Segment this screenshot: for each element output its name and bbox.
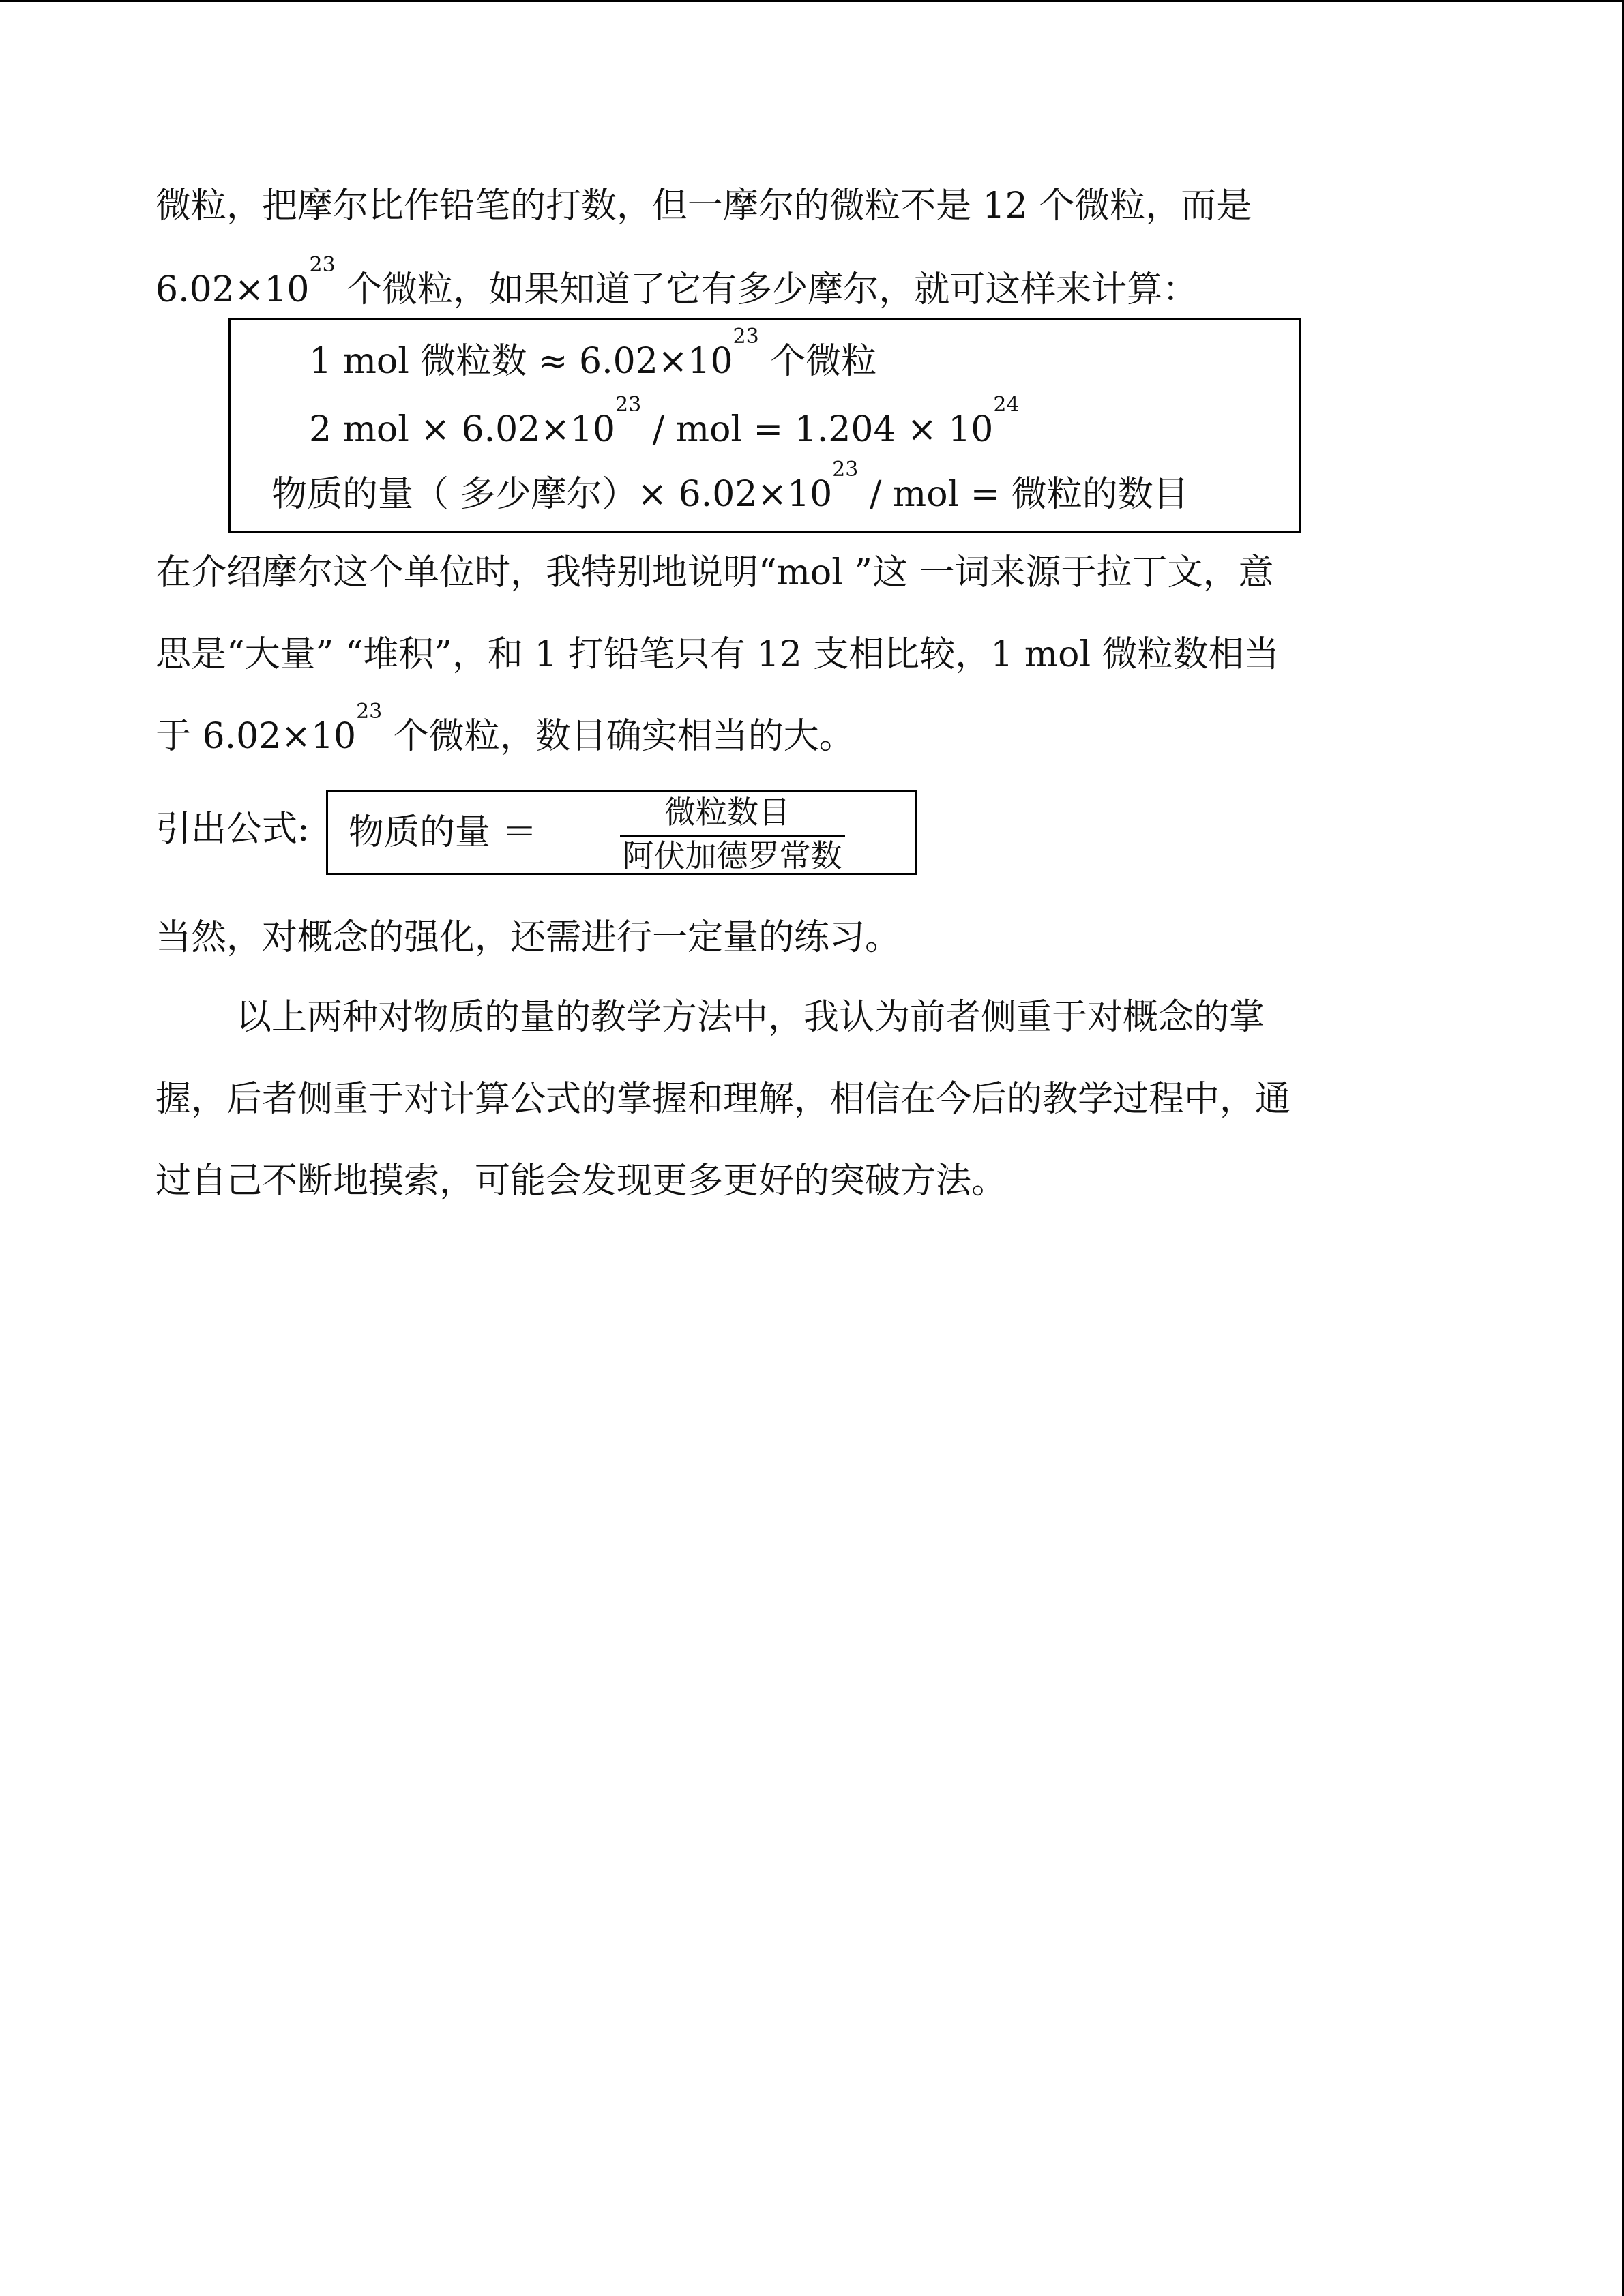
text: / mol = 微粒的数目 [858, 474, 1189, 515]
formula-box [326, 790, 917, 875]
paragraph-2-line-1: 在介绍摩尔这个单位时，我特别地说明“mol ”这 一词来源于拉丁文，意 [156, 552, 1274, 593]
paragraph-2-line-2: 思是“大量” “堆积”，和 1 打铅笔只有 12 支相比较，1 mol 微粒数相当 [156, 634, 1280, 675]
paragraph-3-line-1: 当然，对概念的强化，还需进行一定量的练习。 [156, 917, 901, 958]
calc-row-2 [309, 393, 1020, 450]
text: 6.02×10 [156, 269, 310, 310]
superscript: 23 [356, 700, 383, 724]
superscript: 23 [832, 458, 859, 481]
paragraph-4-line-1: 以上两种对物质的量的教学方法中，我认为前者侧重于对概念的掌 [236, 997, 1265, 1038]
page-border-top [0, 0, 1624, 2]
paragraph-1-line-2 [156, 253, 1198, 310]
calculation-box [228, 318, 1301, 533]
text: / mol = 1.204 × 10 [641, 409, 994, 450]
superscript: 24 [993, 393, 1020, 417]
formula-denominator: 阿伏加德罗常数 [622, 837, 842, 874]
formula-numerator: 微粒数目 [664, 794, 790, 831]
superscript: 23 [615, 393, 642, 417]
paragraph-1-line-1: 微粒，把摩尔比作铅笔的打数，但一摩尔的微粒不是 12 个微粒，而是 [156, 185, 1252, 226]
text: 物质的量（ 多少摩尔）× 6.02×10 [271, 474, 833, 515]
text: 个微粒 [758, 341, 877, 382]
paragraph-4-line-2: 握，后者侧重于对计算公式的掌握和理解，相信在今后的教学过程中，通 [156, 1079, 1291, 1120]
text: 个微粒，数目确实相当的大。 [382, 716, 855, 757]
formula-lhs: 物质的量 ＝ [349, 812, 537, 853]
text: 个微粒，如果知道了它有多少摩尔，就可这样来计算： [335, 269, 1198, 310]
paragraph-2-line-3 [156, 700, 855, 757]
text: 1 mol 微粒数 ≈ 6.02×10 [309, 341, 733, 382]
superscript: 23 [733, 325, 759, 348]
fraction-bar [620, 835, 845, 837]
text: 于 6.02×10 [156, 716, 357, 757]
superscript: 23 [309, 253, 336, 277]
text: 2 mol × 6.02×10 [309, 409, 616, 450]
calc-row-1 [309, 325, 877, 382]
calc-row-3 [271, 458, 1189, 515]
formula-intro: 引出公式: [156, 809, 310, 850]
paragraph-4-line-3: 过自己不断地摸索，可能会发现更多更好的突破方法。 [156, 1161, 1007, 1202]
